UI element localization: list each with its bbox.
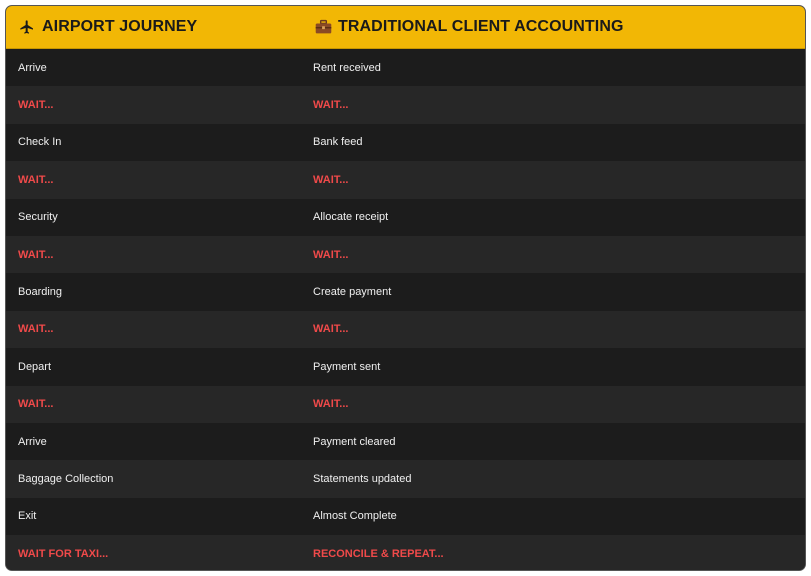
airport-step-cell: WAIT...: [18, 99, 54, 112]
airport-step-cell: WAIT FOR TAXI...: [18, 547, 109, 560]
airport-step-cell: Arrive: [18, 61, 47, 74]
table-row: [6, 348, 805, 385]
accounting-step-cell: Create payment: [313, 286, 392, 299]
accounting-step-cell: WAIT...: [313, 99, 349, 112]
table-row: [6, 124, 805, 161]
table-row: [6, 423, 805, 460]
airport-step-cell: Check In: [18, 136, 62, 149]
wait-row: [6, 86, 805, 123]
airport-step-cell: WAIT...: [18, 248, 54, 261]
header-left-title: AIRPORT JOURNEY: [42, 18, 198, 35]
accounting-step-cell: Bank feed: [313, 136, 363, 149]
table-row: [6, 273, 805, 310]
wait-row: [6, 386, 805, 423]
accounting-step-cell: Allocate receipt: [313, 211, 389, 224]
table-header: [6, 6, 805, 49]
accounting-step-cell: RECONCILE & REPEAT...: [313, 547, 444, 560]
airport-step-cell: Boarding: [18, 286, 63, 299]
header-right-title: TRADITIONAL CLIENT ACCOUNTING: [338, 18, 624, 35]
airport-step-cell: WAIT...: [18, 173, 54, 186]
airport-step-cell: WAIT...: [18, 323, 54, 336]
comparison-table: [5, 5, 806, 571]
accounting-step-cell: Statements updated: [313, 472, 412, 485]
accounting-step-cell: Rent received: [313, 61, 381, 74]
accounting-step-cell: Almost Complete: [313, 510, 397, 523]
airport-step-cell: WAIT...: [18, 398, 54, 411]
header-client-accounting: [301, 18, 805, 36]
table-row: [6, 199, 805, 236]
airport-step-cell: Baggage Collection: [18, 472, 114, 485]
table-row: [6, 498, 805, 535]
airport-step-cell: Exit: [18, 510, 37, 523]
wait-row: [6, 236, 805, 273]
accounting-step-cell: WAIT...: [313, 173, 349, 186]
header-airport-journey: [6, 18, 301, 36]
accounting-step-cell: Payment sent: [313, 360, 381, 373]
table-row: [6, 460, 805, 497]
airport-step-cell: Security: [18, 211, 58, 224]
wait-row: [6, 311, 805, 348]
airport-step-cell: Arrive: [18, 435, 47, 448]
accounting-step-cell: WAIT...: [313, 323, 349, 336]
airport-step-cell: Depart: [18, 360, 52, 373]
accounting-step-cell: WAIT...: [313, 398, 349, 411]
accounting-step-cell: WAIT...: [313, 248, 349, 261]
wait-row: [6, 161, 805, 198]
wait-row: [6, 535, 805, 571]
accounting-step-cell: Payment cleared: [313, 435, 396, 448]
table-body: [6, 49, 805, 571]
airplane-icon: [18, 18, 36, 36]
briefcase-icon: [314, 18, 332, 36]
table-row: [6, 49, 805, 86]
